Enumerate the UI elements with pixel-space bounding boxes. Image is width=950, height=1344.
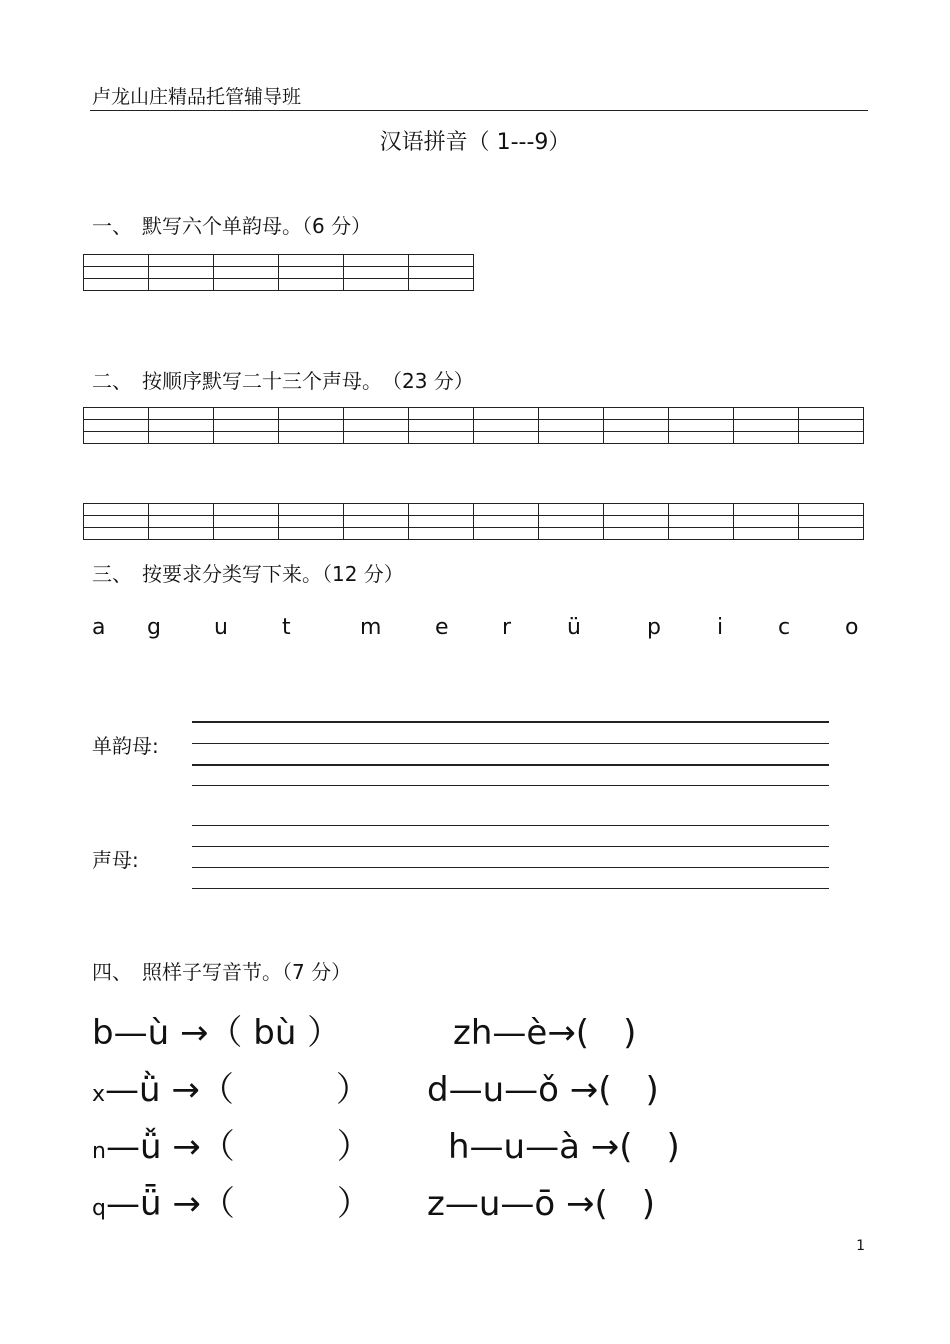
letter-item: m (360, 615, 382, 640)
writing-line (192, 785, 829, 786)
example-rest: —ǜ →（ ） (105, 1070, 370, 1110)
writing-line (192, 825, 829, 826)
header-divider (90, 110, 868, 111)
writing-line (192, 743, 829, 744)
example-row-3-left (92, 1127, 371, 1167)
writing-line (192, 846, 829, 847)
letter-item: g (147, 615, 161, 640)
section-2-writing-grid-2 (83, 503, 864, 540)
letter-item: a (92, 615, 106, 640)
example-rest: —ǚ →（ ） (105, 1127, 371, 1167)
example-initial: n (92, 1139, 106, 1164)
example-initial: x (92, 1082, 106, 1107)
section-1-heading: 一、 默写六个单韵母。（6 分） (92, 214, 372, 238)
example-row-3-right: h—u—à →( ) (448, 1127, 680, 1167)
example-row-1-left: b—ù →（ bù ） (92, 1013, 342, 1053)
letter-item: r (502, 615, 512, 640)
example-initial: q (92, 1196, 106, 1221)
letter-item: c (778, 615, 791, 640)
section-1-writing-grid (83, 254, 474, 291)
section-2-heading: 二、 按顺序默写二十三个声母。 （23 分） (92, 369, 474, 393)
page-header: 卢龙山庄精品托管辅导班 (92, 86, 302, 108)
example-row-4-left (92, 1184, 371, 1224)
letter-item: u (214, 615, 228, 640)
example-rest: —ǖ →（ ） (105, 1184, 371, 1224)
section-2-writing-grid-1 (83, 407, 864, 444)
worksheet-title: 汉语拼音（ 1---9） (379, 130, 571, 155)
section-4-heading: 四、 照样子写音节。（7 分） (92, 960, 352, 984)
shengmu-label: 声母: (92, 848, 139, 872)
danyunmu-label: 单韵母: (92, 734, 159, 758)
letter-item: t (282, 615, 291, 640)
writing-line (192, 888, 829, 889)
letter-item: p (647, 615, 661, 640)
letter-item: e (435, 615, 449, 640)
letter-item: ü (567, 615, 581, 640)
page-number: 1 (856, 1238, 865, 1254)
example-row-2-left (92, 1070, 370, 1110)
example-row-4-right: z—u—ō →( ) (427, 1184, 656, 1224)
writing-line (192, 764, 829, 766)
example-row-1-right: zh—è→( ) (453, 1013, 637, 1053)
letter-list (92, 615, 862, 643)
letter-item: i (717, 615, 724, 640)
example-row-2-right: d—u—ǒ →( ) (427, 1070, 659, 1110)
writing-line (192, 867, 829, 868)
section-3-heading: 三、 按要求分类写下来。（12 分） (92, 562, 404, 586)
writing-line (192, 721, 829, 723)
letter-item: o (845, 615, 859, 640)
